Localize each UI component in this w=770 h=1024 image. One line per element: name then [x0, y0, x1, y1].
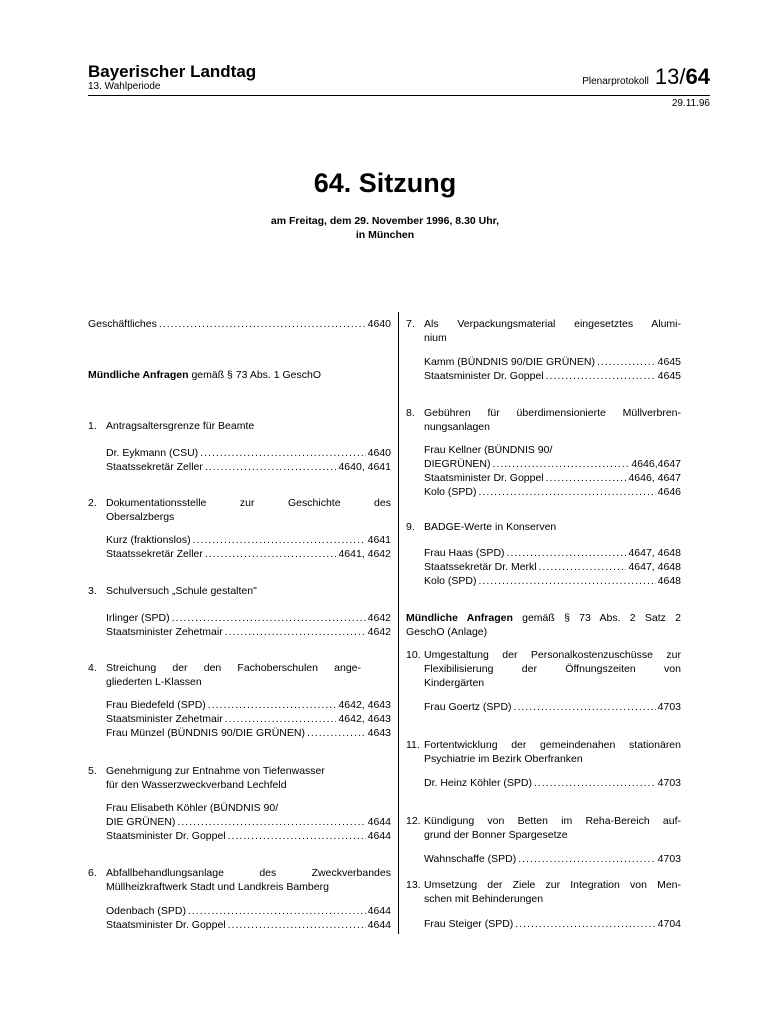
dot-leader	[514, 700, 656, 714]
agenda-item-number: 5.	[88, 765, 97, 777]
agenda-item-title-line: Psychiatrie im Bezirk Oberfranken	[424, 753, 583, 765]
dot-leader	[228, 918, 366, 932]
speaker-page: 4703	[657, 701, 681, 713]
speaker-page: 4642, 4643	[338, 699, 391, 711]
speaker-entry	[106, 712, 391, 726]
agenda-item-title-line: Genehmigung zur Entnahme von Tiefenwasser	[106, 765, 325, 777]
speaker-name: Frau Haas (SPD)	[424, 547, 505, 559]
agenda-item-title	[88, 584, 391, 598]
protocol-number-prefix: 13/	[654, 64, 686, 89]
speaker-entry	[106, 829, 391, 843]
dot-leader	[159, 317, 366, 331]
speaker-name: Staatssekretär Zeller	[106, 461, 203, 473]
speaker-entry	[424, 485, 681, 499]
agenda-item-title	[406, 814, 681, 828]
speaker-name: Staatsminister Zehetmair	[106, 626, 223, 638]
agenda-item-title-line: Als Verpackungsmaterial eingesetztes Alumi-	[424, 318, 681, 330]
speaker-entry	[424, 560, 681, 574]
speaker-entry	[106, 815, 391, 829]
agenda-item-number: 13.	[406, 879, 421, 891]
speaker-entry	[106, 533, 391, 547]
agenda-item-title-line: Umsetzung der Ziele zur Integration von Men-	[424, 879, 681, 891]
speaker-entry	[106, 726, 391, 740]
speaker-entry	[106, 918, 391, 932]
agenda-item-title	[406, 648, 681, 662]
protocol-label: Plenarprotokoll	[582, 76, 649, 87]
speaker-entry	[424, 700, 681, 714]
speaker-page: 4646, 4647	[628, 472, 681, 484]
header-rule	[88, 95, 710, 96]
speaker-name: Frau Münzel (BÜNDNIS 90/DIE GRÜNEN)	[106, 727, 305, 739]
agenda-item-title	[88, 866, 391, 880]
column-divider	[398, 312, 399, 934]
dot-leader	[193, 533, 366, 547]
speaker-name: DIEGRÜNEN)	[424, 458, 491, 470]
agenda-item-title-line: nium	[424, 332, 447, 344]
session-date-line: am Freitag, dem 29. November 1996, 8.30 Uhr,	[270, 215, 500, 227]
agenda-item-title-line: Müllheizkraftwerk Stadt und Landkreis Bamberg	[106, 881, 329, 893]
speaker-entry	[424, 917, 681, 931]
session-title: 64. Sitzung	[313, 168, 457, 198]
agenda-item-title-line: Fortentwicklung der gemeindenahen stationären	[424, 739, 681, 751]
speaker-name: Staatsminister Dr. Goppel	[424, 370, 544, 382]
dot-leader	[518, 852, 655, 866]
agenda-item-title-line: Umgestaltung der Personalkostenzuschüsse zur	[424, 649, 681, 661]
speaker-name: Wahnschaffe (SPD)	[424, 853, 517, 865]
speaker-page: 4644	[367, 905, 391, 917]
agenda-item-number: 10.	[406, 649, 421, 661]
section-heading-bold: Mündliche Anfragen	[406, 612, 513, 624]
section-heading-bold: Mündliche Anfragen	[88, 369, 189, 381]
speaker-entry	[106, 547, 391, 561]
speaker-entry	[424, 546, 681, 560]
dot-leader	[507, 546, 627, 560]
agenda-item-number: 8.	[406, 407, 415, 419]
speaker-entry	[424, 457, 681, 471]
section-heading-rest: gemäß § 73 Abs. 2 Satz 2	[512, 612, 681, 624]
speaker-page: 4642	[367, 626, 391, 638]
speaker-name: Staatsminister Dr. Goppel	[424, 472, 544, 484]
protocol-number-bold: 64	[685, 64, 710, 89]
speaker-entry	[106, 611, 391, 625]
agenda-item-title-line: Kündigung von Betten im Reha-Bereich auf-	[424, 815, 681, 827]
dot-leader	[200, 446, 365, 460]
parliament-title: Bayerischer Landtag	[88, 62, 257, 81]
speaker-entry	[424, 369, 681, 383]
legislative-period: 13. Wahlperiode	[88, 81, 161, 92]
dot-leader	[515, 917, 655, 931]
protocol-number	[655, 64, 710, 90]
speaker-page: 4647, 4648	[628, 561, 681, 573]
section-heading-rest: gemäß § 73 Abs. 1 GeschO	[188, 369, 322, 381]
agenda-item-title	[406, 520, 681, 534]
agenda-item-title-line: schen mit Behinderungen	[424, 893, 544, 905]
speaker-name: Irlinger (SPD)	[106, 612, 170, 624]
speaker-page: 4642	[367, 612, 391, 624]
speaker-page: 4645	[657, 356, 681, 368]
dot-leader	[546, 471, 627, 485]
speaker-name: Kolo (SPD)	[424, 486, 477, 498]
agenda-item-title-line: BADGE-Werte in Konserven	[424, 521, 557, 533]
speaker-name: Staatssekretär Zeller	[106, 548, 203, 560]
dot-leader	[479, 485, 656, 499]
speaker-name: Staatssekretär Dr. Merkl	[424, 561, 537, 573]
speaker-entry	[106, 698, 391, 712]
dot-leader	[225, 625, 366, 639]
speaker-page: 4641	[367, 534, 391, 546]
speaker-page: 4644	[367, 816, 391, 828]
agenda-item-title-line: Streichung der den Fachoberschulen ange-	[106, 662, 361, 674]
agenda-item-title-line: nungsanlagen	[424, 421, 490, 433]
speaker-entry	[424, 471, 681, 485]
dot-leader	[177, 815, 365, 829]
agenda-item-number: 2.	[88, 497, 97, 509]
agenda-item-number: 11.	[406, 739, 420, 751]
agenda-item-number: 12.	[406, 815, 421, 827]
agenda-item-title	[88, 419, 391, 433]
protocol-date: 29.11.96	[671, 98, 710, 109]
speaker-entry	[424, 776, 681, 790]
speaker-page: 4644	[367, 830, 391, 842]
agenda-item-title	[88, 764, 391, 778]
agenda-item-title-line: Flexibilisierung der Öffnungszeiten von	[424, 663, 681, 675]
dot-leader	[534, 776, 656, 790]
speaker-page: 4703	[657, 853, 681, 865]
agenda-item-title	[406, 878, 681, 892]
dot-leader	[539, 560, 627, 574]
speaker-page: 4646,4647	[631, 458, 681, 470]
agenda-item-number: 1.	[88, 420, 97, 432]
session-place-line: in München	[355, 229, 415, 241]
speaker-entry	[106, 904, 391, 918]
dot-leader	[205, 460, 337, 474]
speaker-name-line: Frau Kellner (BÜNDNIS 90/	[424, 444, 553, 456]
agenda-item-number: 4.	[88, 662, 97, 674]
agenda-item-title	[406, 406, 681, 420]
speaker-page: 4646	[657, 486, 681, 498]
speaker-name: Odenbach (SPD)	[106, 905, 186, 917]
speaker-entry	[424, 574, 681, 588]
speaker-page: 4704	[657, 918, 681, 930]
toc-entry-geschaeftliches	[88, 317, 391, 331]
speaker-entry	[424, 852, 681, 866]
speaker-page: 4703	[657, 777, 681, 789]
speaker-name: Dr. Heinz Köhler (SPD)	[424, 777, 532, 789]
dot-leader	[597, 355, 656, 369]
dot-leader	[546, 369, 656, 383]
speaker-page: 4641, 4642	[338, 548, 391, 560]
agenda-item-number: 9.	[406, 521, 415, 533]
agenda-item-title	[88, 661, 391, 675]
speaker-entry	[106, 446, 391, 460]
speaker-page: 4647, 4648	[628, 547, 681, 559]
speaker-entry	[106, 460, 391, 474]
agenda-item-title-line: Dokumentationsstelle zur Geschichte des	[106, 497, 391, 509]
speaker-entry	[424, 355, 681, 369]
session-subtitle	[0, 214, 770, 242]
speaker-page: 4645	[657, 370, 681, 382]
agenda-item-title-line: für den Wasserzweckverband Lechfeld	[106, 779, 287, 791]
speaker-name-line: Frau Elisabeth Köhler (BÜNDNIS 90/	[106, 802, 279, 814]
agenda-item-title	[406, 317, 681, 331]
speaker-name: Kurz (fraktionslos)	[106, 534, 191, 546]
speaker-entry	[106, 625, 391, 639]
speaker-page: 4644	[367, 919, 391, 931]
speaker-name: Frau Biedefeld (SPD)	[106, 699, 206, 711]
agenda-item-title-line: Obersalzbergs	[106, 511, 175, 523]
agenda-item-title-line: Kindergärten	[424, 677, 485, 689]
agenda-item-number: 6.	[88, 867, 97, 879]
agenda-item-title-line: Abfallbehandlungsanlage des Zweckverbandes	[106, 867, 391, 879]
dot-leader	[225, 712, 337, 726]
agenda-item-number: 7.	[406, 318, 415, 330]
toc-entry-name: Geschäftliches	[88, 318, 157, 330]
dot-leader	[205, 547, 337, 561]
speaker-name: DIE GRÜNEN)	[106, 816, 176, 828]
speaker-name: Staatsminister Dr. Goppel	[106, 919, 226, 931]
agenda-item-title-line: Schulversuch „Schule gestalten"	[106, 585, 257, 597]
agenda-item-title-line: gliederten L-Klassen	[106, 676, 202, 688]
agenda-item-title-line: Antragsaltersgrenze für Beamte	[106, 420, 255, 432]
dot-leader	[307, 726, 366, 740]
speaker-name: Kamm (BÜNDNIS 90/DIE GRÜNEN)	[424, 356, 595, 368]
dot-leader	[208, 698, 337, 712]
speaker-page: 4642, 4643	[338, 713, 391, 725]
dot-leader	[479, 574, 656, 588]
speaker-page: 4640	[367, 447, 391, 459]
section-heading-muendliche-anfragen	[88, 368, 391, 382]
agenda-item-title	[88, 496, 391, 510]
section-heading-line2: GeschO (Anlage)	[406, 626, 488, 638]
speaker-name: Staatsminister Zehetmair	[106, 713, 223, 725]
dot-leader	[228, 829, 366, 843]
speaker-name: Kolo (SPD)	[424, 575, 477, 587]
dot-leader	[172, 611, 366, 625]
agenda-item-title-line: Gebühren für überdimensionierte Müllverbren-	[424, 407, 681, 419]
speaker-page: 4643	[367, 727, 391, 739]
dot-leader	[493, 457, 630, 471]
speaker-name: Frau Goertz (SPD)	[424, 701, 512, 713]
section-heading-muendliche-anfragen-anlage	[406, 611, 681, 625]
protocol-id	[582, 64, 710, 90]
dot-leader	[188, 904, 366, 918]
speaker-page: 4648	[657, 575, 681, 587]
agenda-item-number: 3.	[88, 585, 97, 597]
agenda-item-title	[406, 738, 681, 752]
agenda-item-title-line: grund der Bonner Spargesetze	[424, 829, 568, 841]
toc-entry-page: 4640	[367, 318, 391, 330]
speaker-page: 4640, 4641	[338, 461, 391, 473]
speaker-name: Staatsminister Dr. Goppel	[106, 830, 226, 842]
speaker-name: Dr. Eykmann (CSU)	[106, 447, 199, 459]
speaker-name: Frau Steiger (SPD)	[424, 918, 514, 930]
